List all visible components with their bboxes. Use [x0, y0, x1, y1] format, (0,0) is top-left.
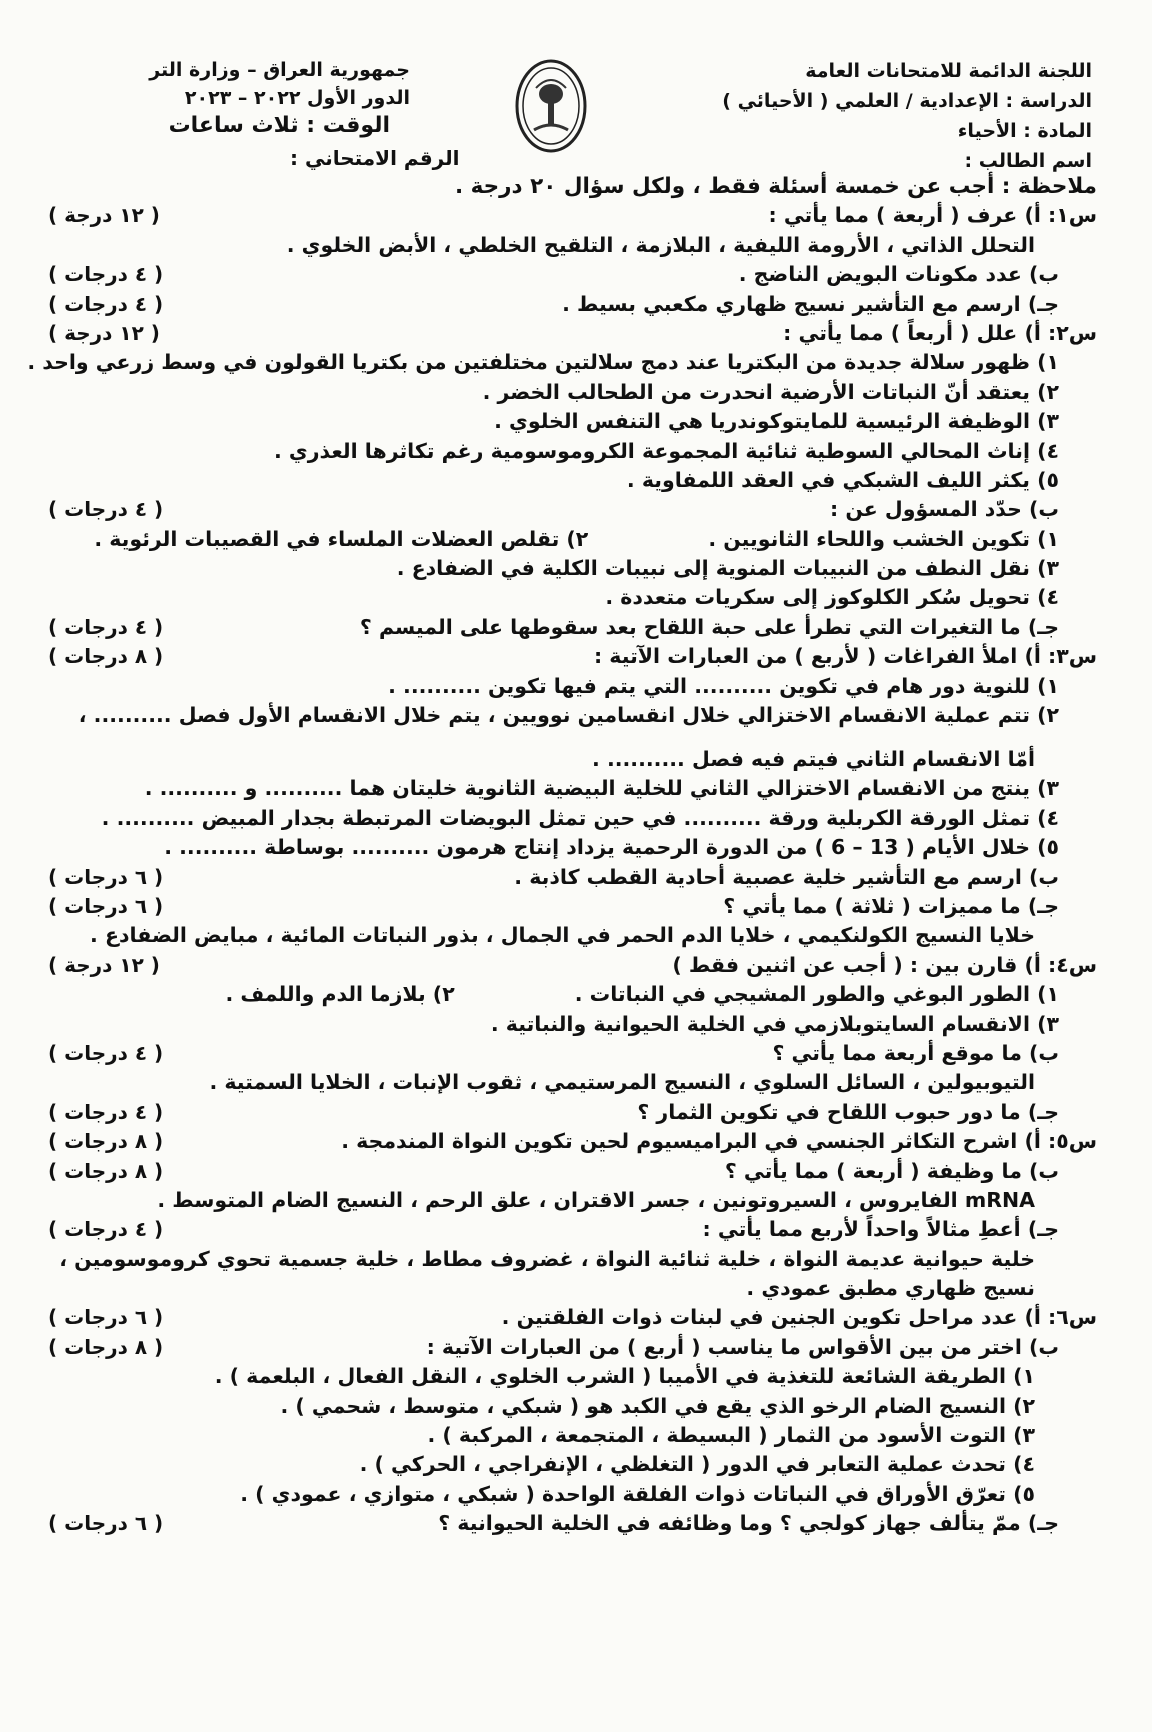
question-text: جـ) ما دور حبوب اللقاح في تكوين الثمار ؟ [637, 1099, 1059, 1124]
question-text: س٢: أ) علل ( أربعاً ) مما يأتي : [783, 320, 1097, 345]
marks-label: ( ١٢ درجة ) [48, 952, 160, 977]
question-text-second: ٢) بلازما الدم واللمف . [225, 982, 455, 1007]
question-text: ١) الطريقة الشائعة للتغذية في الأميبا ( الشرب الخلوي ، النقل الفعال ، البلعمة ) . [214, 1364, 1035, 1389]
session-line: الدور الأول ٢٠٢٢ – ٢٠٢٣ [184, 87, 410, 109]
question-line [48, 1362, 1097, 1391]
question-line [48, 1392, 1097, 1421]
question-line [27, 348, 1097, 377]
question-text: ٢) تتم عملية الانقسام الاختزالي خلال انقسامين نوويين ، يتم خلال الانقسام الأول فصل .......... ، [78, 703, 1059, 728]
marks-label: ( ٨ درجات ) [48, 1158, 164, 1183]
question-text: التيوبيولين ، السائل السلوي ، النسيج المرستيمي ، ثقوب الإنبات ، الخلايا السمتية . [209, 1070, 1035, 1095]
questions [27, 172, 1097, 1553]
question-text: mRNA الفايروس ، السيروتونين ، جسر الاقتران ، علق الرحم ، النسيج الضام المتوسط . [157, 1187, 1035, 1212]
question-text: جـ) ارسم مع التأشير نسيج ظهاري مكعبي بسيط . [562, 291, 1059, 316]
question-text: ٢) يعتقد أنّ النباتات الأرضية انحدرت من الطحالب الخضر . [482, 379, 1059, 404]
marks-label: ( ٤ درجات ) [48, 291, 164, 316]
question-text: ٥) خلال الأيام ( 13 – 6 ) من الدورة الرحمية يزداد إنتاج هرمون .......... بوساطة .......... . [164, 835, 1059, 860]
marks-label: ( ٤ درجات ) [48, 1099, 164, 1124]
question-line [48, 863, 1097, 892]
time-line: الوقت : ثلاث ساعات [168, 113, 390, 138]
question-text: س٣: أ) املأ الفراغات ( لأربع ) من العبارات الآتية : [593, 644, 1097, 669]
question-line [48, 378, 1097, 407]
question-line [48, 319, 1097, 348]
question-text: جـ) ممّ يتألف جهاز كولجي ؟ وما وظائفه في الخلية الحيوانية ؟ [438, 1511, 1059, 1536]
question-text: ١) الطور البوغي والطور المشيجي في النباتات . [574, 982, 1059, 1007]
question-line [48, 1303, 1097, 1332]
question-line [48, 260, 1097, 289]
question-text: ٣) الوظيفة الرئيسية للمايتوكوندريا هي التنفس الخلوي . [494, 409, 1059, 434]
subject-line: المادة : الأحياء [957, 120, 1092, 142]
question-line [48, 1333, 1097, 1362]
marks-label: ( ٤ درجات ) [48, 1217, 164, 1242]
question-text: ٣) الانقسام السايتوبلازمي في الخلية الحيوانية والنباتية . [490, 1011, 1059, 1036]
question-line [48, 1509, 1097, 1553]
question-line [48, 583, 1097, 612]
question-line [48, 1480, 1097, 1509]
question-line [48, 290, 1097, 319]
marks-label: ( ٤ درجات ) [48, 1040, 164, 1065]
study-line: الدراسة : الإعدادية / العلمي ( الأحيائي ) [722, 90, 1092, 112]
question-text: أمّا الانقسام الثاني فيتم فيه فصل .......... . [592, 747, 1035, 772]
question-text: ٤) تحدث عملية التعابر في الدور ( التغلظي ، الإنفراجي ، الحركي ) . [359, 1452, 1035, 1477]
question-text: التحلل الذاتي ، الأرومة الليفية ، البلازمة ، التلقيح الخلطي ، الأبض الخلوي . [286, 232, 1035, 257]
question-line [48, 495, 1097, 524]
question-line [48, 701, 1097, 745]
question-text: ٥) يكثر الليف الشبكي في العقد اللمفاوية . [626, 467, 1059, 492]
question-line [48, 1450, 1097, 1479]
question-line [48, 833, 1097, 862]
question-text-second: ٢) تقلص العضلات الملساء في القصيبات الرئوية . [94, 526, 589, 551]
question-line [48, 1157, 1097, 1186]
question-text: س١: أ) عرف ( أربعة ) مما يأتي : [768, 203, 1097, 228]
question-text: ب) اختر من بين الأقواس ما يناسب ( أربع ) من العبارات الآتية : [426, 1334, 1059, 1359]
question-text: جـ) ما التغيرات التي تطرأ على حبة اللقاح بعد سقوطها على الميسم ؟ [359, 614, 1059, 639]
question-line [48, 1186, 1097, 1215]
question-text: س٥: أ) اشرح التكاثر الجنسي في البراميسيوم لحين تكوين النواة المندمجة . [341, 1129, 1097, 1154]
question-line [48, 921, 1097, 950]
question-text: نسيج ظهاري مطبق عمودي . [746, 1276, 1035, 1301]
question-text: ملاحظة : أجب عن خمسة أسئلة فقط ، ولكل سؤال ٢٠ درجة . [454, 174, 1097, 199]
question-line [48, 774, 1097, 803]
marks-label: ( ٦ درجات ) [48, 864, 164, 889]
question-line [48, 201, 1097, 230]
question-line [48, 804, 1097, 833]
question-text: ب) عدد مكونات البويض الناضج . [738, 262, 1059, 287]
marks-label: ( ٦ درجات ) [48, 893, 164, 918]
question-text: ١) تكوين الخشب واللحاء الثانويين . [708, 526, 1059, 551]
question-line [48, 1068, 1097, 1097]
question-line [48, 892, 1097, 921]
question-text: ٥) تعرّق الأوراق في النباتات ذوات الفلقة الواحدة ( شبكي ، متوازي ، عمودي ) . [240, 1481, 1035, 1506]
question-text: ٤) إناث المحالي السوطية ثنائية المجموعة الكروموسومية رغم تكاثرها العذري . [274, 438, 1059, 463]
question-line [48, 1010, 1097, 1039]
marks-label: ( ٨ درجات ) [48, 1334, 164, 1359]
question-text: ٣) ينتج من الانقسام الاختزالي الثاني للخلية البيضية الثانوية خليتان هما .......... و .......... . [144, 776, 1059, 801]
question-line [48, 1245, 1097, 1274]
question-line [48, 437, 1097, 466]
exam-number-label: الرقم الامتحاني : [290, 146, 460, 170]
question-text: ٢) النسيج الضام الرخو الذي يقع في الكبد هو ( شبكي ، متوسط ، شحمي ) . [280, 1393, 1035, 1418]
question-line [48, 407, 1097, 436]
question-text: ب) ما موقع أربعة مما يأتي ؟ [772, 1040, 1059, 1065]
question-line [48, 466, 1097, 495]
header-left [110, 56, 410, 140]
question-line [48, 980, 1097, 1009]
question-text: ١) ظهور سلالة جديدة من البكتريا عند دمج سلالتين مختلفتين من بكتريا القولون في وسط زرعي واحد . [27, 350, 1059, 375]
committee-line: اللجنة الدائمة للامتحانات العامة [805, 60, 1092, 82]
marks-label: ( ٨ درجات ) [48, 1129, 164, 1154]
question-line [48, 745, 1097, 774]
question-line [48, 1098, 1097, 1127]
question-line [48, 642, 1097, 671]
question-text: ب) ما وظيفة ( أربعة ) مما يأتي ؟ [724, 1158, 1059, 1183]
question-line [48, 1039, 1097, 1068]
question-text: ب) ارسم مع التأشير خلية عصبية أحادية القطب كاذبة . [514, 864, 1059, 889]
question-text: ١) للنوية دور هام في تكوين .......... التي يتم فيها تكوين .......... . [388, 673, 1059, 698]
marks-label: ( ٨ درجات ) [48, 644, 164, 669]
question-text: ٤) تحويل سُكر الكلوكوز إلى سكريات متعددة . [605, 585, 1059, 610]
country-line: جمهورية العراق – وزارة التر [149, 59, 410, 81]
marks-label: ( ٦ درجات ) [48, 1511, 164, 1536]
question-line [48, 231, 1097, 260]
question-text: س٤: أ) قارن بين : ( أجب عن اثنين فقط ) [672, 952, 1097, 977]
header-right [652, 56, 1092, 176]
question-text: ٣) التوت الأسود من الثمار ( البسيطة ، المتجمعة ، المركبة ) . [427, 1423, 1035, 1448]
question-line [48, 672, 1097, 701]
question-text: س٦: أ) عدد مراحل تكوين الجنين في لبنات ذوات الفلقتين . [501, 1305, 1097, 1330]
question-line [48, 172, 1097, 201]
question-text: ٣) نقل النطف من النبيبات المنوية إلى نبيبات الكلية في الضفادع . [396, 556, 1059, 581]
question-line [48, 1127, 1097, 1156]
marks-label: ( ٤ درجات ) [48, 614, 164, 639]
question-line [48, 1215, 1097, 1244]
question-text: خلية حيوانية عديمة النواة ، خلية ثنائية النواة ، غضروف مطاط ، خلية جسمية تحوي كروموسومين ، [59, 1246, 1035, 1271]
question-line [48, 951, 1097, 980]
marks-label: ( ١٢ درجة ) [48, 320, 160, 345]
student-name-line: اسم الطالب : [964, 150, 1092, 172]
question-line [48, 1421, 1097, 1450]
question-line [48, 613, 1097, 642]
question-text: ٤) تمثل الورقة الكربلية ورقة .......... في حين تمثل البويضات المرتبطة بجدار المبيض .......... . [101, 805, 1059, 830]
marks-label: ( ٤ درجات ) [48, 497, 164, 522]
question-text: ب) حدّد المسؤول عن : [829, 497, 1059, 522]
question-text: جـ) ما مميزات ( ثلاثة ) مما يأتي ؟ [723, 893, 1059, 918]
marks-label: ( ١٢ درجة ) [48, 203, 160, 228]
question-text: خلايا النسيج الكولنكيمي ، خلايا الدم الحمر في الجمال ، بذور النباتات المائية ، مبايض الضفادع . [90, 923, 1035, 948]
marks-label: ( ٤ درجات ) [48, 262, 164, 287]
marks-label: ( ٦ درجات ) [48, 1305, 164, 1330]
question-line [48, 525, 1097, 554]
question-line [48, 1274, 1097, 1303]
ministry-emblem-icon [514, 58, 588, 154]
question-line [48, 554, 1097, 583]
question-text: جـ) أعطِ مثالاً واحداً لأربع مما يأتي : [702, 1217, 1059, 1242]
